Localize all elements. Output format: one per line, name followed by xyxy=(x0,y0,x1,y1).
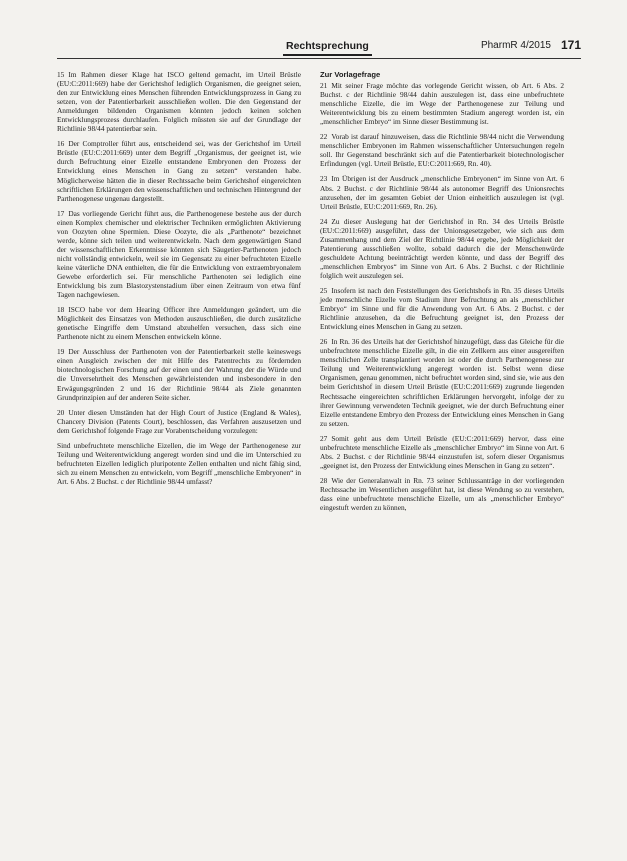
paragraph-text: Unter diesen Umständen hat der High Court of Justice (England & Wales), Chancery Division (Patents Court), beschlossen, das Verfahren auszusetzen und dem Gerichtshof folgende Frage zur Vorabentscheidung vorzulegen: xyxy=(57,407,301,435)
paragraph-number: 16 xyxy=(57,139,65,149)
paragraph-text: ISCO habe vor dem Hearing Officer ihre Anmeldungen geändert, um die Möglichkeit des Einsatzes von Methoden auszuschließen, die durch zusätzliche genetische Eingriffe dem Umstand abzuhelfen versuchen, dass sich eine Parthenote nicht zu einem Menschen entwickeln könne. xyxy=(57,305,301,342)
paragraph xyxy=(57,70,301,133)
paragraph-text: Der Ausschluss der Parthenoten von der Patentierbarkeit stelle keineswegs einen Ausgleich zwischen der mit Hilfe des Patentrechts zu fördernden biotechnologischen Forschung auf der einen und der Wahrung der die Würde und die Unversehrtheit des Menschen gewährleistenden und insbesondere in den Erwägungsgründen 2 und 16 der Richtlinie 98/44 als Ziele genannten Grundprinzipien auf der anderen Seite sicher. xyxy=(57,347,301,402)
paragraph xyxy=(57,305,301,341)
paragraph-text: In Rn. 36 des Urteils hat der Gerichtshof hinzugefügt, dass das Gleiche für die unbefruchtete menschliche Eizelle gilt, in die ein Zellkern aus einer ausgereiften menschlichen Zelle transplantiert worden ist oder die durch Parthenogenese zur Teilung und Weiterentwicklung angeregt worden ist. Selbst wenn diese Organismen, genau genommen, nicht befruchtet worden sind, sind sie, wie aus den beim Gerichtshof in diesem Urteil Brüstle (EU:C:2011:669) zugrunde liegenden Rechtssache eingereichten schriftlichen Erklärungen hervorgeht, infolge der zu ihrer Gewinnung verwendeten Technik geeignet, wie der durch Befruchtung einer Eizelle entstandene Embryo den Prozess der Entwicklung eines Menschen in Gang zu setzen. xyxy=(320,337,564,428)
paragraph xyxy=(320,132,564,168)
journal-reference: PharmR 4/2015 xyxy=(480,40,551,51)
left-column xyxy=(57,70,301,492)
paragraph-number: 27 xyxy=(320,433,328,443)
right-column xyxy=(320,70,564,518)
paragraph-text: Insofern ist nach den Feststellungen des Gerichtshofs in Rn. 35 dieses Urteils jede menschliche Eizelle vom Stadium ihrer Befruchtung an als „menschlicher Embryo“ im Sinne und für die Anwendung von Art. 6 Abs. 2 Buchst. c der Richtlinie anzusehen, da die Befruchtung geeignet ist, den Prozess der Entwicklung eines Menschen in Gang zu setzen. xyxy=(320,285,564,332)
paragraph xyxy=(320,337,564,427)
paragraph-number: 23 xyxy=(320,174,328,184)
paragraph xyxy=(320,217,564,280)
paragraph-number: 26 xyxy=(320,337,328,347)
paragraph-number: 20 xyxy=(57,407,65,417)
paragraph-text: Im Rahmen dieser Klage hat ISCO geltend gemacht, im Urteil Brüstle (EU:C:2011:669) habe der Gerichtshof lediglich Organismen, die geeignet seien, den zur Entwicklung eines Menschen führenden Entwicklungsprozess in Gang zu setzen, von der Patentierbarkeit ausschließen wollen. Die den Gegenstand der Anmeldungen bildenden Organismen könnten jedoch keinen solchen Entwicklungsprozess durchlaufen. Folglich müssten sie auf der Grundlage der Richtlinie 98/44 patentierbar sein. xyxy=(57,70,301,134)
paragraph-text: Somit geht aus dem Urteil Brüstle (EU:C:2011:669) hervor, dass eine unbefruchtete menschliche Eizelle als „menschlicher Embryo“ im Sinne von Art. 6 Abs. 2 Buchst. c der Richtlinie 98/44 einzustufen ist, sofern dieser Organismus „geeignet ist, den Prozess der Entwicklung eines Menschen in Gang zu setzen“. xyxy=(320,433,564,470)
paragraph-text: Sind unbefruchtete menschliche Eizellen, die im Wege der Parthenogenese zur Teilung und Weiterentwicklung angeregt worden sind und die im Unterschied zu befruchteten Eizellen lediglich pluripotente Zellen enthalten und nicht fähig sind, sich zu einem Menschen zu entwickeln, vom Begriff „menschliche Embryonen“ in Art. 6 Abs. 2 Buchst. c der Richtlinie 98/44 umfasst? xyxy=(57,440,301,486)
referred-question xyxy=(57,441,301,486)
paragraph xyxy=(320,476,564,512)
paragraph-text: Vorab ist darauf hinzuweisen, dass die Richtlinie 98/44 nicht die Verwendung menschlicher Embryonen im Rahmen wissenschaftlicher Untersuchungen regeln soll. Ihr Gegenstand beschränkt sich auf die Patentierbarkeit biotechnologischer Erfindungen (vgl. Urteil Brüstle, EU:C:2011:669, Rn. 40). xyxy=(320,132,564,169)
paragraph-text: Mit seiner Frage möchte das vorlegende Gericht wissen, ob Art. 6 Abs. 2 Buchst. c der Richtlinie 98/44 dahin auszulegen ist, dass eine unbefruchtete menschliche Eizelle, die im Wege der Parthenogenese zur Teilung und Weiterentwicklung bis zu einem bestimmten Stadium angeregt worden ist, ein „menschlicher Embryo“ im Sinne dieser Bestimmung ist. xyxy=(320,81,564,127)
paragraph xyxy=(57,139,301,202)
section-title: Rechtsprechung xyxy=(283,40,372,56)
paragraph xyxy=(320,286,564,331)
paragraph xyxy=(57,209,301,299)
paragraph-text: Wie der Generalanwalt in Rn. 73 seiner Schlussanträge in der vorliegenden Rechtssache im Wesentlichen ausgeführt hat, ist diese Wendung so zu verstehen, dass eine unbefruchtete menschliche Eizelle, um als „menschlicher Embryo“ eingestuft werden zu können, xyxy=(320,475,564,513)
section-heading: Zur Vorlagefrage xyxy=(320,70,381,79)
paragraph xyxy=(57,347,301,401)
paragraph-number: 15 xyxy=(57,70,65,79)
paragraph-number: 19 xyxy=(57,347,65,357)
paragraph-number: 28 xyxy=(320,475,328,485)
paragraph xyxy=(320,174,564,210)
paragraph-text: Im Übrigen ist der Ausdruck „menschliche Embryonen“ im Sinne von Art. 6 Abs. 2 Buchst. c der Richtlinie 98/44 als autonomer Begriff des Unionsrechts anzusehen, der im gesamten Gebiet der Union einheitlich auszulegen ist (vgl. Urteil Brüstle, EU:C:2011:669, Rn. 26). xyxy=(320,174,564,211)
paragraph-text: Zu dieser Auslegung hat der Gerichtshof in Rn. 34 des Urteils Brüstle (EU:C:2011:669) ausgeführt, dass der Unionsgesetzgeber, wie sich aus dem Zusammenhang und dem Ziel der Richtlinie 98/44 ergebe, jede Möglichkeit der Patentierung ausschließen wollte, sobald dadurch die der Menschenwürde geschuldete Achtung beeinträchtigt werden könnte, und dass der Begriff des „menschlichen Embryos“ im Sinne von Art. 6 Abs. 2 Buchst. c der Richtlinie folglich weit auszulegen sei. xyxy=(320,216,564,280)
paragraph xyxy=(320,434,564,470)
paragraph-number: 21 xyxy=(320,81,328,91)
page-header xyxy=(57,36,581,59)
paragraph xyxy=(320,81,564,126)
paragraph-text: Das vorliegende Gericht führt aus, die Parthenogenese bestehe aus der durch einen Komplex chemischer und elektrischer Techniken ermöglichten Aktivierung von Oozyten ohne Spermien. Diese Oozyte, die als „Parthenote“ bezeichnet werde, könne sich teilen und weiterentwickeln. Nach dem gegenwärtigen Stand der wissenschaftlichen Erkenntnisse könnten sich Säugetier-Parthenoten jedoch nicht vollständig entwickeln, weil sie im Gegensatz zu einer befruchteten Eizelle keine väterliche DNA enthielten, die für die Entwicklung von extraembryonalem Gewebe erforderlich sei. Für menschliche Parthenoten sei lediglich eine Entwicklung bis zum Blastozystenstadium über einen Zeitraum von etwa fünf Tagen nachgewiesen. xyxy=(57,208,301,300)
paragraph-number: 18 xyxy=(57,305,65,315)
paragraph-number: 24 xyxy=(320,216,328,226)
paragraph-text: Der Comptroller führt aus, entscheidend sei, was der Gerichtshof im Urteil Brüstle (EU:C:2011:669) unter dem Begriff „Organismus, der geeignet ist, wie durch Befruchtung einer Eizelle entstandene Embryonen den Prozess der Entwicklung eines Menschen in Gang zu setzen“ verstanden habe. Möglicherweise hätten die in dieser Rechtssache beim Gerichtshof eingereichten schriftlichen Erklärungen den wissenschaftlichen und technischen Hintergrund der Parthenogenese ungenau dargestellt. xyxy=(57,139,301,203)
paragraph xyxy=(57,408,301,435)
page-number: 171 xyxy=(560,38,581,52)
paragraph-number: 17 xyxy=(57,208,65,218)
paragraph-number: 25 xyxy=(320,285,328,295)
paragraph-number: 22 xyxy=(320,132,328,142)
